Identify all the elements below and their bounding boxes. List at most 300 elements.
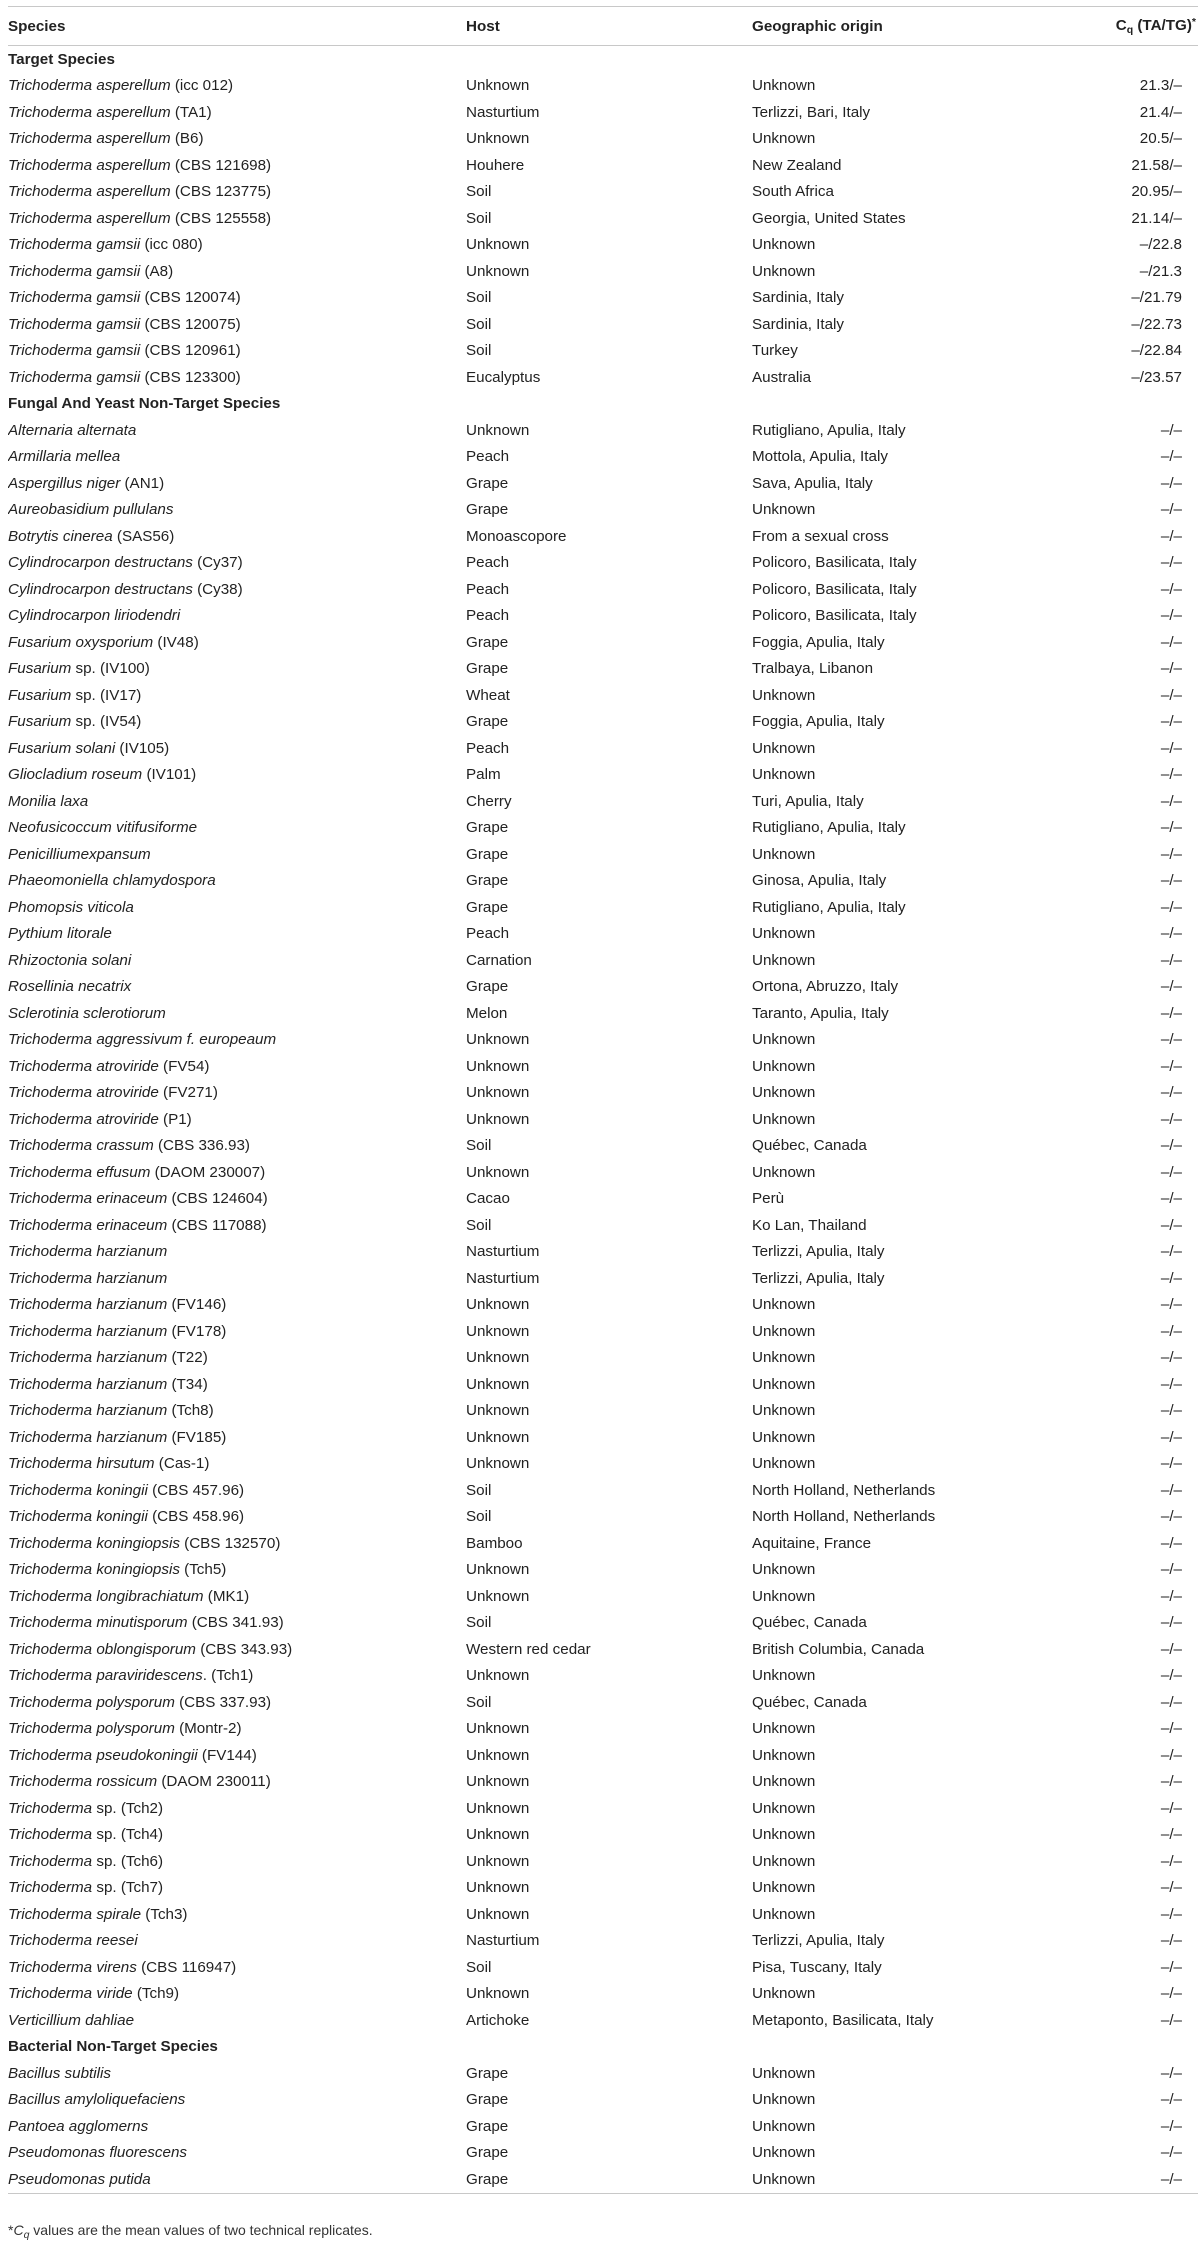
strain-id: (B6) xyxy=(170,130,204,148)
cell-cq-value: –/– xyxy=(1160,1958,1182,1976)
cell-species xyxy=(8,1398,466,1425)
cell-cq-value: –/– xyxy=(1160,1587,1182,1605)
species-name: Trichoderma longibrachiatum xyxy=(8,1587,204,1605)
cell-geographic-origin: Rutigliano, Apulia, Italy xyxy=(752,819,906,837)
strain-id: (T34) xyxy=(167,1375,208,1393)
species-name: Trichoderma xyxy=(8,1852,93,1870)
species-name: Aureobasidium pullulans xyxy=(8,501,174,519)
table-row xyxy=(8,497,1198,524)
strain-id: (CBS 123775) xyxy=(170,183,272,201)
strain-id: (CBS 121698) xyxy=(170,156,272,174)
cell-species xyxy=(8,629,466,656)
footnote-text: values are the mean values of two technical replicates. xyxy=(29,2222,373,2238)
section-row xyxy=(8,391,1198,418)
cell-host: Grape xyxy=(466,898,509,916)
table-row xyxy=(8,1159,1198,1186)
strain-id: (Tch8) xyxy=(167,1402,214,1420)
cell-species xyxy=(8,1530,466,1557)
cell-cq-value: –/– xyxy=(1160,1826,1182,1844)
cell-species xyxy=(8,258,466,285)
cell-geographic-origin: Sardinia, Italy xyxy=(752,289,845,307)
cell-host: Grape xyxy=(466,2117,509,2135)
cell-geographic-origin: Ko Lan, Thailand xyxy=(752,1216,867,1234)
table-row xyxy=(8,1027,1198,1054)
cell-geographic-origin: Unknown xyxy=(752,1852,816,1870)
cell-species xyxy=(8,1822,466,1849)
cell-species xyxy=(8,1424,466,1451)
cell-host: Soil xyxy=(466,1958,492,1976)
cell-geographic-origin: Unknown xyxy=(752,1985,816,2003)
cell-geographic-origin: British Columbia, Canada xyxy=(752,1640,925,1658)
cell-species xyxy=(8,1265,466,1292)
cell-geographic-origin: Unknown xyxy=(752,1110,816,1128)
strain-id: (CBS 120961) xyxy=(140,342,241,360)
strain-id: (icc 012) xyxy=(170,77,234,95)
cell-cq-value: –/– xyxy=(1160,1402,1182,1420)
cell-species xyxy=(8,1080,466,1107)
table-row xyxy=(8,788,1198,815)
strain-id: (icc 080) xyxy=(140,236,203,254)
cell-host: Peach xyxy=(466,554,510,572)
cell-cq-value: –/– xyxy=(1160,1614,1182,1632)
cell-species xyxy=(8,152,466,179)
strain-id: (FV185) xyxy=(167,1428,227,1446)
species-name: Trichoderma atroviride xyxy=(8,1084,159,1102)
cell-cq-value: –/– xyxy=(1160,792,1182,810)
cell-species xyxy=(8,656,466,683)
strain-id: (CBS 125558) xyxy=(170,209,272,227)
cell-host: Soil xyxy=(466,183,492,201)
strain-id: (FV146) xyxy=(167,1296,227,1314)
species-name: Trichoderma gamsii xyxy=(8,342,141,360)
cell-cq-value: –/– xyxy=(1160,633,1182,651)
species-name: Phomopsis viticola xyxy=(8,898,134,916)
strain-id: (P1) xyxy=(158,1110,192,1128)
cell-cq-value: –/– xyxy=(1160,1508,1182,1526)
cell-host: Unknown xyxy=(466,1322,530,1340)
cell-host: Peach xyxy=(466,580,510,598)
cell-geographic-origin: Unknown xyxy=(752,951,816,969)
cell-geographic-origin: Turi, Apulia, Italy xyxy=(752,792,864,810)
table-row xyxy=(8,1186,1198,1213)
cell-species xyxy=(8,1159,466,1186)
cell-geographic-origin: Unknown xyxy=(752,1587,816,1605)
table-row xyxy=(8,1292,1198,1319)
cell-cq-value: –/– xyxy=(1160,739,1182,757)
cell-host: Unknown xyxy=(466,1402,530,1420)
cell-geographic-origin: Unknown xyxy=(752,2117,816,2135)
cell-species xyxy=(8,788,466,815)
cell-host: Cacao xyxy=(466,1190,510,1208)
species-name: Trichoderma koningiopsis xyxy=(8,1534,180,1552)
table-row xyxy=(8,1530,1198,1557)
species-name: Trichoderma viride xyxy=(8,1985,133,2003)
cell-cq-value: –/21.79 xyxy=(1131,289,1182,307)
cell-host: Soil xyxy=(466,342,492,360)
cell-cq-value: –/– xyxy=(1160,421,1182,439)
cell-host: Unknown xyxy=(466,1985,530,2003)
cell-host: Unknown xyxy=(466,1349,530,1367)
cell-geographic-origin: Unknown xyxy=(752,1375,816,1393)
strain-id: (DAOM 230007) xyxy=(150,1163,266,1181)
cell-host: Grape xyxy=(466,2091,509,2109)
cell-host: Unknown xyxy=(466,1587,530,1605)
header-cq-main: C xyxy=(1115,17,1127,34)
cell-cq-value: –/– xyxy=(1160,1322,1182,1340)
cell-geographic-origin: Rutigliano, Apulia, Italy xyxy=(752,898,906,916)
cell-species xyxy=(8,1186,466,1213)
cell-geographic-origin: Terlizzi, Apulia, Italy xyxy=(752,1269,885,1287)
cell-cq-value: –/– xyxy=(1160,1243,1182,1261)
species-name: Fusarium xyxy=(8,713,72,731)
cell-geographic-origin: Ortona, Abruzzo, Italy xyxy=(752,978,899,996)
table-row xyxy=(8,152,1198,179)
strain-id: sp. (Tch7) xyxy=(92,1879,164,1897)
cell-geographic-origin: Québec, Canada xyxy=(752,1137,867,1155)
cell-cq-value: 21.58/– xyxy=(1131,156,1182,174)
cell-species xyxy=(8,73,466,100)
cell-geographic-origin: Unknown xyxy=(752,77,816,95)
table-row xyxy=(8,444,1198,471)
cell-cq-value: –/– xyxy=(1160,766,1182,784)
cell-species xyxy=(8,1557,466,1584)
cell-geographic-origin: Perù xyxy=(752,1190,785,1208)
cell-cq-value: –/– xyxy=(1160,713,1182,731)
cell-geographic-origin: Mottola, Apulia, Italy xyxy=(752,448,888,466)
species-name: Aspergillus niger xyxy=(8,474,121,492)
cell-species xyxy=(8,1027,466,1054)
table-row xyxy=(8,1212,1198,1239)
cell-species xyxy=(8,947,466,974)
cell-host: Eucalyptus xyxy=(466,368,541,386)
cell-host: Unknown xyxy=(466,236,530,254)
cell-host: Monoascopore xyxy=(466,527,567,545)
species-name: Trichoderma gamsii xyxy=(8,262,141,280)
cell-cq-value: –/– xyxy=(1160,1932,1182,1950)
cell-species xyxy=(8,2166,466,2193)
table-row xyxy=(8,974,1198,1001)
cell-host: Grape xyxy=(466,633,509,651)
strain-id: sp. (Tch6) xyxy=(92,1852,164,1870)
cell-host: Soil xyxy=(466,1481,492,1499)
footnote-cq-sub: q xyxy=(23,2229,30,2241)
cell-host: Unknown xyxy=(466,1455,530,1473)
cell-species xyxy=(8,1133,466,1160)
species-name: Trichoderma pseudokoningii xyxy=(8,1746,198,1764)
cell-host: Nasturtium xyxy=(466,1269,540,1287)
species-name: Fusarium xyxy=(8,660,72,678)
table-row xyxy=(8,1398,1198,1425)
cell-cq-value: –/– xyxy=(1160,1084,1182,1102)
cell-geographic-origin: Foggia, Apulia, Italy xyxy=(752,633,885,651)
table-row xyxy=(8,1106,1198,1133)
species-name: Fusarium xyxy=(8,686,72,704)
strain-id: (CBS 458.96) xyxy=(147,1508,245,1526)
cell-cq-value: –/– xyxy=(1160,1269,1182,1287)
cell-host: Peach xyxy=(466,925,510,943)
strain-id: (CBS 120074) xyxy=(140,289,241,307)
cell-species xyxy=(8,709,466,736)
cell-geographic-origin: Unknown xyxy=(752,1879,816,1897)
strain-id: (CBS 120075) xyxy=(140,315,241,333)
cell-geographic-origin: Taranto, Apulia, Italy xyxy=(752,1004,889,1022)
table-row xyxy=(8,2087,1198,2114)
table-row xyxy=(8,709,1198,736)
table-row xyxy=(8,470,1198,497)
species-name: Trichoderma atroviride xyxy=(8,1057,159,1075)
cell-cq-value: –/– xyxy=(1160,1349,1182,1367)
cell-species xyxy=(8,1106,466,1133)
cell-geographic-origin: Unknown xyxy=(752,1561,816,1579)
strain-id: (FV271) xyxy=(158,1084,218,1102)
strain-id: (A8) xyxy=(140,262,174,280)
species-name: Trichoderma asperellum xyxy=(8,103,171,121)
cell-species xyxy=(8,444,466,471)
table-row xyxy=(8,1371,1198,1398)
cell-cq-value: –/– xyxy=(1160,1031,1182,1049)
footnote-star: * xyxy=(8,2222,14,2238)
cell-geographic-origin: Unknown xyxy=(752,2064,816,2082)
cell-species xyxy=(8,1689,466,1716)
cell-cq-value: –/– xyxy=(1160,1375,1182,1393)
cell-host: Unknown xyxy=(466,1905,530,1923)
cell-cq-value: –/– xyxy=(1160,845,1182,863)
species-name: Trichoderma spirale xyxy=(8,1905,142,1923)
strain-id: (IV48) xyxy=(153,633,199,651)
table-row xyxy=(8,1477,1198,1504)
cell-geographic-origin: Policoro, Basilicata, Italy xyxy=(752,580,917,598)
table-row xyxy=(8,364,1198,391)
species-name: Trichoderma harzianum xyxy=(8,1269,168,1287)
cell-geographic-origin: Unknown xyxy=(752,739,816,757)
table-row xyxy=(8,417,1198,444)
species-name: Trichoderma harzianum xyxy=(8,1243,168,1261)
cell-host: Unknown xyxy=(466,1852,530,1870)
cell-geographic-origin: Ginosa, Apulia, Italy xyxy=(752,872,887,890)
cell-species xyxy=(8,603,466,630)
strain-id: (CBS 123300) xyxy=(140,368,241,386)
species-name: Trichoderma effusum xyxy=(8,1163,151,1181)
cell-geographic-origin: Unknown xyxy=(752,1455,816,1473)
cell-host: Unknown xyxy=(466,1799,530,1817)
cell-geographic-origin: Terlizzi, Apulia, Italy xyxy=(752,1932,885,1950)
cell-geographic-origin: Unknown xyxy=(752,2166,1088,2193)
cell-geographic-origin: Rutigliano, Apulia, Italy xyxy=(752,421,906,439)
table-row xyxy=(8,603,1198,630)
strain-id: (FV54) xyxy=(158,1057,210,1075)
table-row xyxy=(8,126,1198,153)
cell-geographic-origin: Unknown xyxy=(752,1428,816,1446)
cell-species xyxy=(8,1583,466,1610)
species-name: Trichoderma reesei xyxy=(8,1932,138,1950)
cell-geographic-origin: Unknown xyxy=(752,1402,816,1420)
cell-cq-value: –/– xyxy=(1160,1296,1182,1314)
cell-cq-value: –/– xyxy=(1160,951,1182,969)
cell-host: Unknown xyxy=(466,1561,530,1579)
cell-species xyxy=(8,364,466,391)
cell-species xyxy=(8,1875,466,1902)
header-cq-rest: (TA/TG) xyxy=(1133,17,1192,34)
cell-geographic-origin: Unknown xyxy=(752,1799,816,1817)
cell-geographic-origin: Sardinia, Italy xyxy=(752,315,845,333)
cell-geographic-origin: Unknown xyxy=(752,130,816,148)
species-name: Trichoderma xyxy=(8,1799,93,1817)
cell-cq-value: –/22.73 xyxy=(1131,315,1182,333)
cell-host: Soil xyxy=(466,209,492,227)
cell-geographic-origin: Unknown xyxy=(752,501,816,519)
table-row xyxy=(8,735,1198,762)
cell-species xyxy=(8,868,466,895)
cell-species xyxy=(8,2087,466,2114)
table-header xyxy=(8,7,1198,46)
table-row xyxy=(8,682,1198,709)
strain-id: sp. (IV54) xyxy=(71,713,142,731)
cell-geographic-origin: Unknown xyxy=(752,1826,816,1844)
table-row xyxy=(8,205,1198,232)
cell-geographic-origin: Unknown xyxy=(752,1031,816,1049)
cell-species xyxy=(8,285,466,312)
cell-species xyxy=(8,497,466,524)
strain-id: (IV101) xyxy=(142,766,197,784)
strain-id: (CBS 116947) xyxy=(136,1958,237,1976)
strain-id: (CBS 341.93) xyxy=(187,1614,284,1632)
species-name: Trichoderma harzianum xyxy=(8,1428,168,1446)
cell-cq-value: 21.14/– xyxy=(1131,209,1182,227)
cell-cq-value: –/– xyxy=(1160,607,1182,625)
cell-species xyxy=(8,1345,466,1372)
species-name: Bacillus subtilis xyxy=(8,2064,111,2082)
species-name: Monilia laxa xyxy=(8,792,89,810)
strain-id: (Montr-2) xyxy=(174,1720,242,1738)
cell-geographic-origin: Metaponto, Basilicata, Italy xyxy=(752,2011,934,2029)
cell-species xyxy=(8,338,466,365)
cell-geographic-origin: Terlizzi, Bari, Italy xyxy=(752,103,871,121)
species-name: Gliocladium roseum xyxy=(8,766,143,784)
header-cq-sup: * xyxy=(1191,16,1196,28)
table-row xyxy=(8,1080,1198,1107)
species-name: Trichoderma asperellum xyxy=(8,209,171,227)
strain-id: (AN1) xyxy=(120,474,165,492)
table-row xyxy=(8,1318,1198,1345)
species-name: Trichoderma gamsii xyxy=(8,368,141,386)
table-row xyxy=(8,1769,1198,1796)
header-host: Host xyxy=(466,7,752,46)
cell-species xyxy=(8,126,466,153)
table-row xyxy=(8,1954,1198,1981)
table-row xyxy=(8,762,1198,789)
cell-species xyxy=(8,1053,466,1080)
cell-cq-value: –/– xyxy=(1160,1879,1182,1897)
section-row xyxy=(8,46,1198,73)
strain-id: (Tch3) xyxy=(141,1905,188,1923)
cell-host: Peach xyxy=(466,607,510,625)
cell-cq-value: –/– xyxy=(1160,1852,1182,1870)
cell-cq-value: –/– xyxy=(1160,898,1182,916)
species-name: Pantoea agglomerns xyxy=(8,2117,149,2135)
header-row xyxy=(8,7,1198,46)
table-row xyxy=(8,285,1198,312)
cell-host: Unknown xyxy=(466,1163,530,1181)
species-name: Rosellinia necatrix xyxy=(8,978,132,996)
table-row xyxy=(8,947,1198,974)
cell-geographic-origin: Unknown xyxy=(752,1720,816,1738)
table-row xyxy=(8,1504,1198,1531)
cell-host: Grape xyxy=(466,2166,752,2193)
cell-cq-value: 21.3/– xyxy=(1139,77,1182,95)
cell-cq-value: –/– xyxy=(1160,1137,1182,1155)
table-row xyxy=(8,258,1198,285)
cell-cq-value: –/23.57 xyxy=(1131,368,1182,386)
table-row xyxy=(8,656,1198,683)
section-title: Fungal And Yeast Non-Target Species xyxy=(8,395,281,413)
cell-host: Unknown xyxy=(466,1084,530,1102)
cell-cq-value: –/– xyxy=(1088,2166,1198,2193)
cell-cq-value: –/– xyxy=(1160,2011,1182,2029)
species-name: Pseudomonas fluorescens xyxy=(8,2144,187,2162)
cell-species xyxy=(8,841,466,868)
species-name: Trichoderma virens xyxy=(8,1958,137,1976)
table-row xyxy=(8,841,1198,868)
cell-host: Unknown xyxy=(466,130,530,148)
species-name: Pythium litorale xyxy=(8,925,112,943)
header-geographic-origin: Geographic origin xyxy=(752,7,1088,46)
strain-id: (IV105) xyxy=(115,739,170,757)
species-name: Trichoderma crassum xyxy=(8,1137,154,1155)
cell-cq-value: –/– xyxy=(1160,1693,1182,1711)
table-row xyxy=(8,550,1198,577)
cell-cq-value: –/– xyxy=(1160,872,1182,890)
footnote-cq-main: C xyxy=(13,2222,24,2238)
species-name: Trichoderma asperellum xyxy=(8,183,171,201)
strain-id: (CBS 336.93) xyxy=(153,1137,250,1155)
cell-host: Western red cedar xyxy=(466,1640,591,1658)
cell-cq-value: 20.5/– xyxy=(1139,130,1182,148)
cell-host: Palm xyxy=(466,766,501,784)
cell-host: Wheat xyxy=(466,686,510,704)
strain-id: sp. (IV100) xyxy=(71,660,150,678)
strain-id: (TA1) xyxy=(170,103,212,121)
table-row xyxy=(8,868,1198,895)
cell-cq-value: –/22.84 xyxy=(1131,342,1182,360)
species-name: Trichoderma asperellum xyxy=(8,77,171,95)
cell-host: Bamboo xyxy=(466,1534,523,1552)
cell-geographic-origin: Unknown xyxy=(752,1057,816,1075)
cell-host: Grape xyxy=(466,845,509,863)
cell-host: Grape xyxy=(466,2144,509,2162)
cell-cq-value: –/– xyxy=(1160,1640,1182,1658)
cell-host: Grape xyxy=(466,978,509,996)
cell-species xyxy=(8,1239,466,1266)
strain-id: (Cy37) xyxy=(192,554,243,572)
table-row xyxy=(8,1663,1198,1690)
species-name: Fusarium solani xyxy=(8,739,116,757)
table-row xyxy=(8,2007,1198,2034)
cell-geographic-origin: Tralbaya, Libanon xyxy=(752,660,874,678)
cell-cq-value: –/22.8 xyxy=(1139,236,1182,254)
cell-host: Unknown xyxy=(466,1826,530,1844)
table-row xyxy=(8,179,1198,206)
table-row xyxy=(8,1716,1198,1743)
cell-cq-value: –/– xyxy=(1160,501,1182,519)
cell-cq-value: 20.95/– xyxy=(1131,183,1182,201)
table-row xyxy=(8,894,1198,921)
cell-host: Grape xyxy=(466,501,509,519)
cell-species xyxy=(8,1928,466,1955)
cell-cq-value: –/– xyxy=(1160,1110,1182,1128)
cell-host: Unknown xyxy=(466,1375,530,1393)
table-row xyxy=(8,1742,1198,1769)
cell-host: Unknown xyxy=(466,1879,530,1897)
